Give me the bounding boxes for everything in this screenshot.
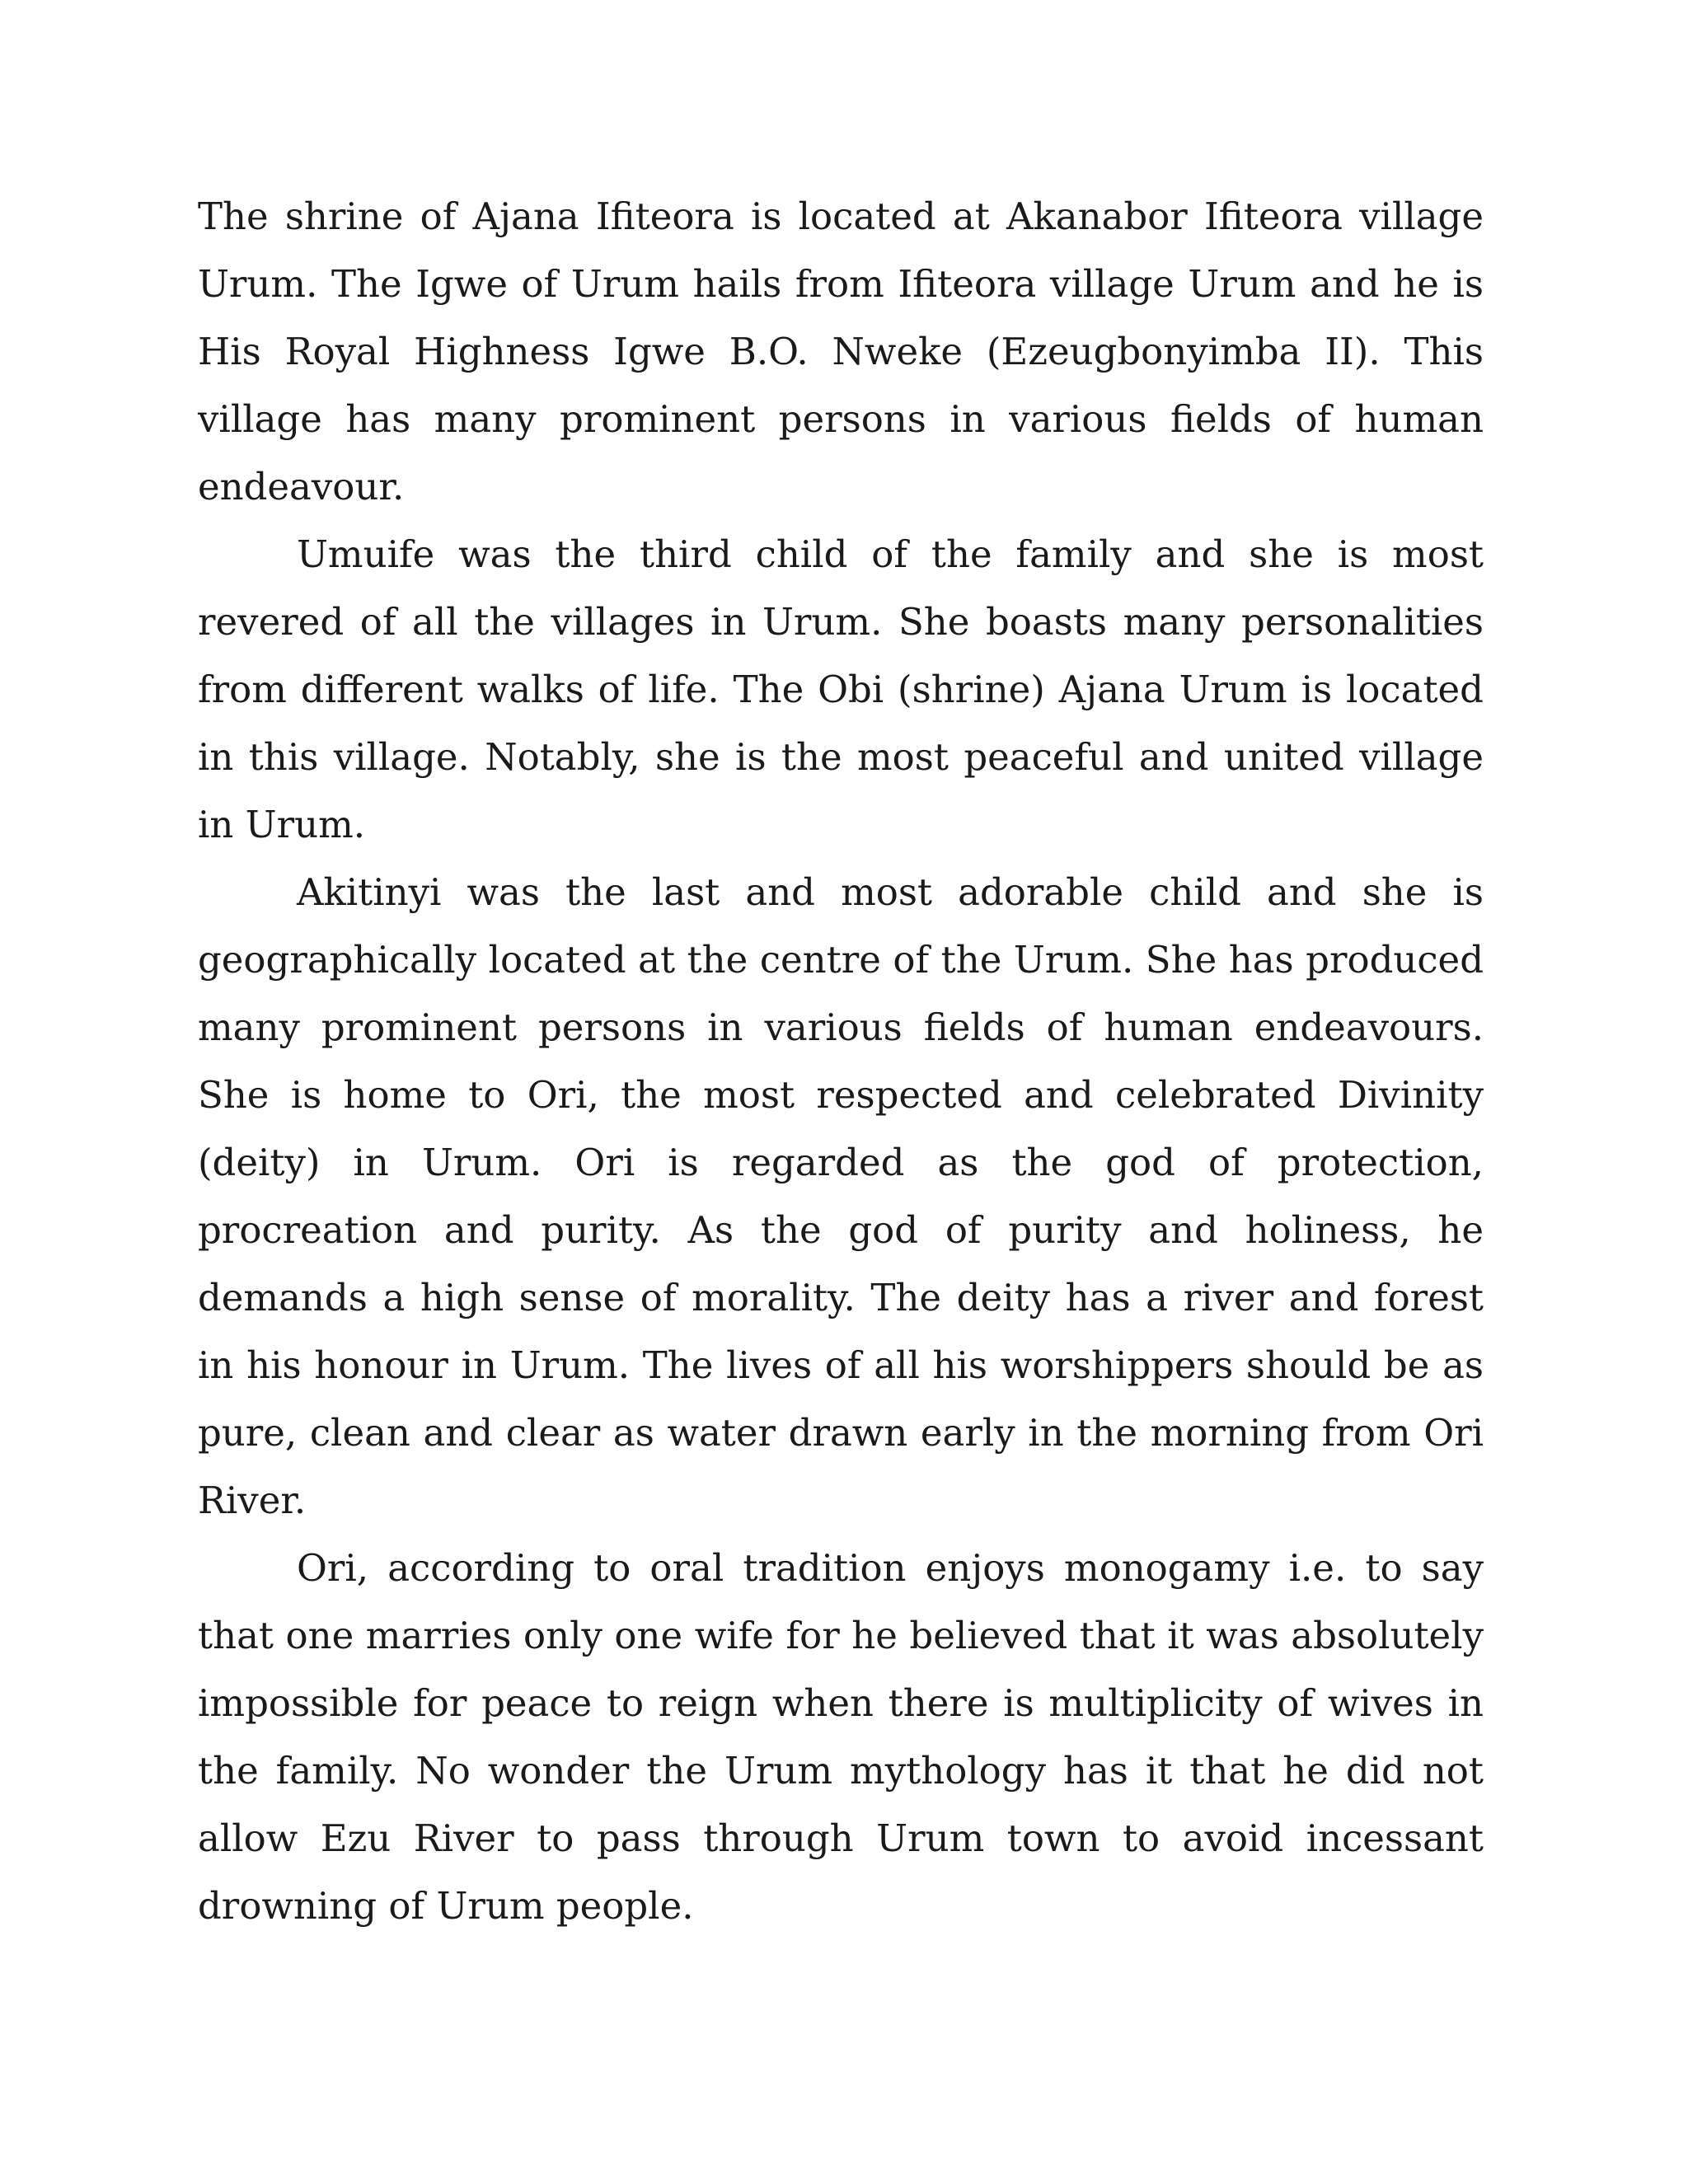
paragraph-umuife: Umuife was the third child of the family and she is most revered of all the villages in Urum. She boasts many personalities from different walks of life. The Obi (shrine) Ajana Urum is located in this village. Notably, she is the most peaceful and united village in Urum. bbox=[198, 532, 1484, 846]
paragraph-ifiteora: The shrine of Ajana Ifiteora is located at Akanabor Ifiteora village Urum. The Igwe of Urum hails from Ifiteora village Urum and he is His Royal Highness Igwe B.O. Nweke (Ezeugbonyimba II). This village has many prominent persons in various fields of human endeavour. bbox=[198, 194, 1484, 509]
paragraph-akitinyi: Akitinyi was the last and most adorable child and she is geographically located at the centre of the Urum. She has produced many prominent persons in various fields of human endeavours. She is home to Ori, the most respected and celebrated Divinity (deity) in Urum. Ori is regarded as the god of protection, procreation and purity. As the god of purity and holiness, he demands a high sense of morality. The deity has a river and forest in his honour in Urum. The lives of all his worshippers should be as pure, clean and clear as water drawn early in the morning from Ori River. bbox=[198, 870, 1484, 1522]
paragraph-ori: Ori, according to oral tradition enjoys monogamy i.e. to say that one marries only one wife for he believed that it was absolutely impossible for peace to reign when there is multiplicity of wives in the family. No wonder the Urum mythology has it that he did not allow Ezu River to pass through Urum town to avoid incessant drowning of Urum people. bbox=[198, 1546, 1484, 1928]
body-text bbox=[198, 183, 1484, 1940]
